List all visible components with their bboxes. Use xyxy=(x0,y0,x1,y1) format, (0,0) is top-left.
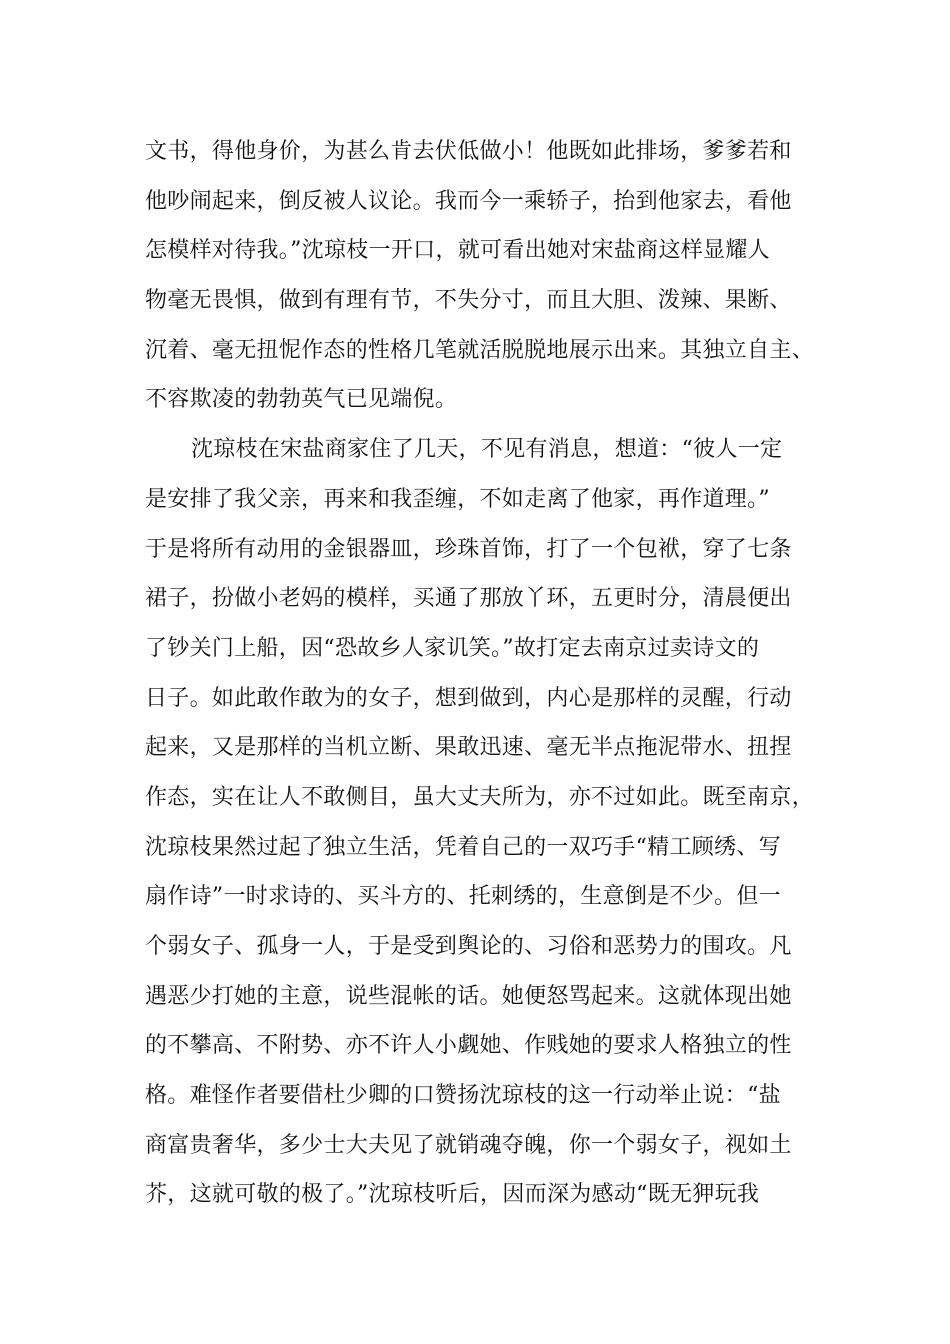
text-line: 芥，这就可敬的极了。”沈琼枝听后，因而深为感动“既无狎玩我 xyxy=(145,1182,760,1208)
text-line: 的不攀高、不附势、亦不许人小觑她、作贱她的要求人格独立的性 xyxy=(145,1033,792,1059)
text-line: 起来，又是那样的当机立断、果敢迅速、毫无半点拖泥带水、扭捏 xyxy=(145,735,792,761)
text-line: 格。难怪作者要借杜少卿的口赞扬沈琼枝的这一行动举止说：“盐 xyxy=(145,1083,781,1109)
text-line: 于是将所有动用的金银器皿，珍珠首饰，打了一个包袱，穿了七条 xyxy=(145,536,792,562)
text-line: 沈琼枝果然过起了独立生活，凭着自己的一双巧手“精工顾绣、写 xyxy=(145,834,781,860)
text-line: 文书，得他身价，为甚么肯去伏低做小！他既如此排场，爹爹若和 xyxy=(145,139,792,164)
text-line: 扇作诗”一时求诗的、买斗方的、托刺绣的，生意倒是不少。但一 xyxy=(145,884,781,910)
body-text xyxy=(145,127,815,1220)
text-line: 他吵闹起来，倒反被人议论。我而今一乘轿子，抬到他家去，看他 xyxy=(145,188,792,214)
text-line: 个弱女子、孤身一人，于是受到舆论的、习俗和恶势力的围攻。凡 xyxy=(145,934,792,959)
text-line: 怎模样对待我。”沈琼枝一开口，就可看出她对宋盐商这样显耀人 xyxy=(145,238,770,264)
text-line: 沉着、毫无扭怩作态的性格几笔就活脱脱地展示出来。其独立自主、 xyxy=(145,337,815,363)
text-line: 日子。如此敢作敢为的女子，想到做到，内心是那样的灵醒，行动 xyxy=(145,685,792,711)
text-line: 不容欺凌的勃勃英气已见端倪。 xyxy=(145,387,458,413)
text-line: 裙子，扮做小老妈的模样，买通了那放丫环，五更时分，清晨便出 xyxy=(145,586,792,612)
text-line: 作态，实在让人不敢侧目，虽大丈夫所为，亦不过如此。既至南京， xyxy=(145,784,815,810)
text-line: 商富贵奢华，多少士大夫见了就销魂夺魄，你一个弱女子，视如土 xyxy=(145,1132,792,1158)
text-line: 遇恶少打她的主意，说些混帐的话。她便怒骂起来。这就体现出她 xyxy=(145,983,792,1009)
text-line: 是安排了我父亲，再来和我歪缠，不如走离了他家，再作道理。” xyxy=(145,486,770,512)
text-line: 了钞关门上船，因“恐故乡人家讥笑。”故打定去南京过卖诗文的 xyxy=(145,635,760,661)
text-line: 物毫无畏惧，做到有理有节，不失分寸，而且大胆、泼辣、果断、 xyxy=(145,288,792,314)
paragraph-start-line: 沈琼枝在宋盐商家住了几天，不见有消息，想道：“彼人一定 xyxy=(191,437,783,463)
